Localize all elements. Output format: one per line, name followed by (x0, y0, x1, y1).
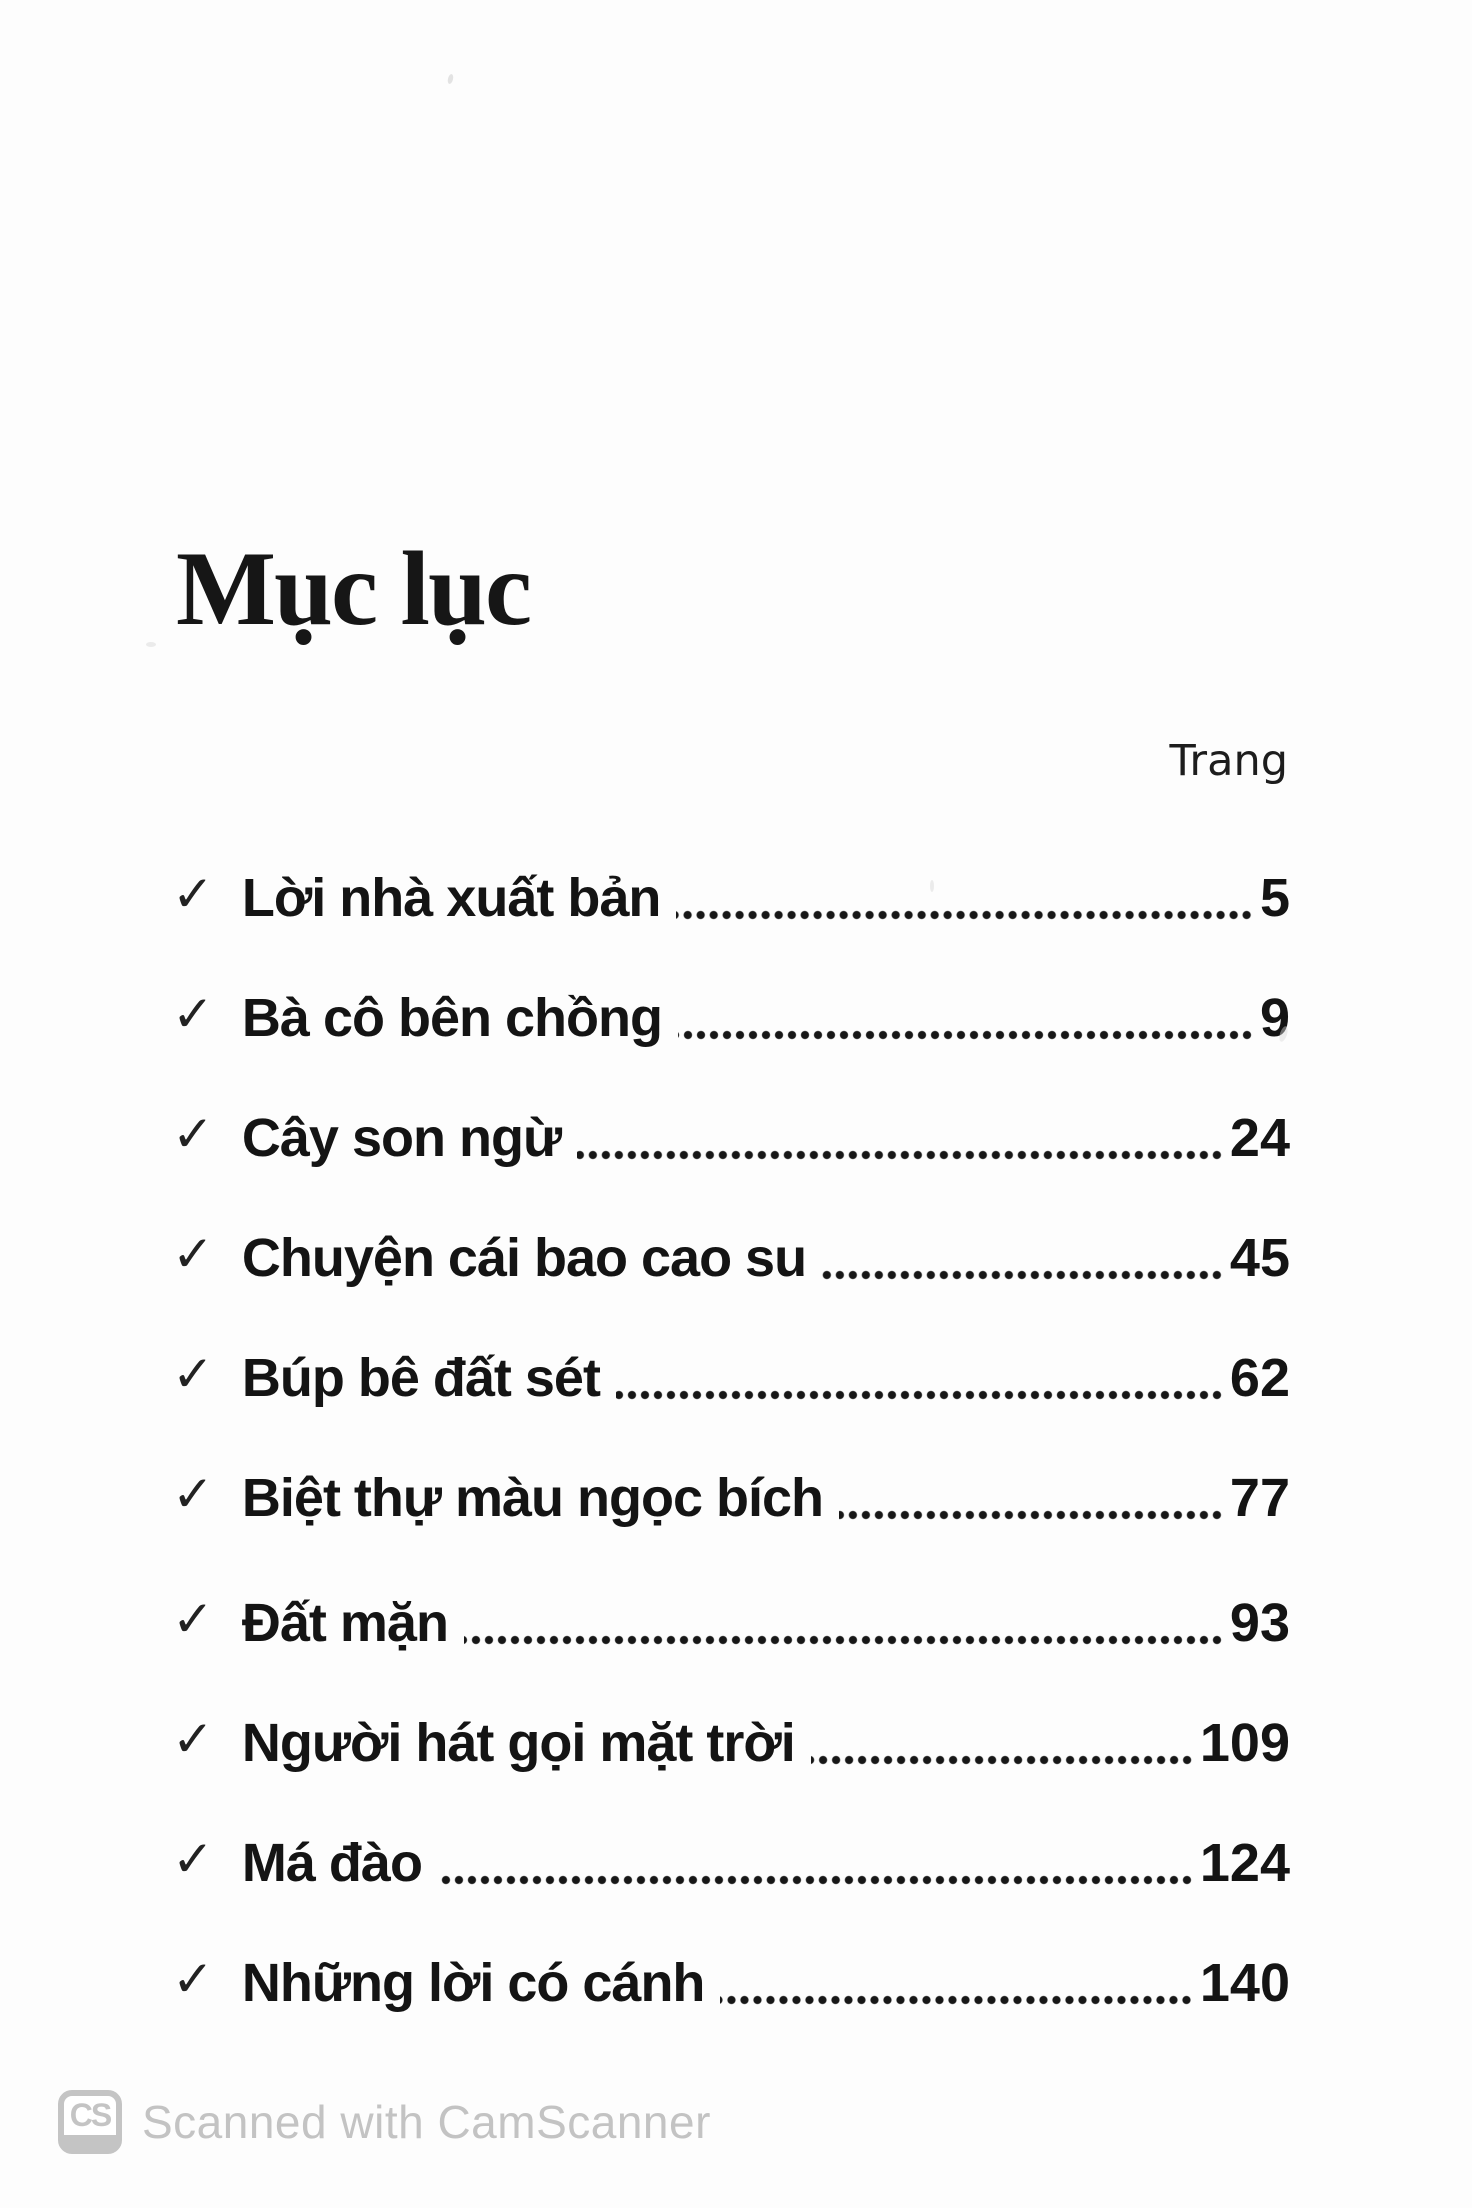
toc-entry-title: Biệt thự màu ngọc bích (241, 1468, 824, 1528)
toc-entry-page: 9 (1259, 988, 1290, 1048)
toc-entry (172, 1445, 1290, 1528)
checkmark-icon: ✓ (172, 1225, 214, 1283)
toc-entry (172, 1205, 1290, 1288)
toc-entry-title: Người hát gọi mặt trời (241, 1713, 795, 1773)
toc-entry-title: Cây son ngừ (241, 1108, 562, 1168)
toc-entry (172, 1085, 1290, 1168)
toc-entry-page: 45 (1229, 1228, 1290, 1288)
scan-artifact (447, 74, 454, 85)
toc-entry-title: Má đào (241, 1833, 422, 1893)
dot-leader (822, 1269, 1224, 1281)
toc-entry-title: Chuyện cái bao cao su (241, 1228, 807, 1288)
camscanner-icon (58, 2090, 122, 2154)
toc-entry (172, 1570, 1290, 1653)
toc-entry (172, 965, 1290, 1048)
toc-entry (172, 1810, 1290, 1893)
page-column-header: Trang (1169, 736, 1288, 786)
camscanner-icon-label: CS (69, 2097, 111, 2133)
toc-entry-title: Búp bê đất sét (241, 1348, 600, 1408)
camscanner-watermark-text: Scanned with CamScanner (142, 2096, 711, 2148)
dot-leader (811, 1754, 1194, 1766)
toc-entry-page: 109 (1199, 1713, 1290, 1773)
toc-entry-page: 77 (1229, 1468, 1290, 1528)
checkmark-icon: ✓ (172, 1950, 214, 2008)
checkmark-icon: ✓ (172, 1830, 214, 1888)
toc-entry-title: Những lời có cánh (241, 1953, 705, 2013)
toc-entry-page: 62 (1229, 1348, 1290, 1408)
dot-leader (616, 1389, 1224, 1401)
toc-entry-page: 140 (1199, 1953, 1290, 2013)
camscanner-icon-bottom-bar (62, 2135, 118, 2150)
camscanner-watermark (58, 2090, 711, 2154)
checkmark-icon: ✓ (172, 1105, 214, 1163)
page-title: Mục lục (176, 530, 530, 648)
toc-entry-page: 93 (1229, 1593, 1290, 1653)
dot-leader (720, 1994, 1193, 2006)
toc-entry (172, 1325, 1290, 1408)
checkmark-icon: ✓ (172, 1710, 214, 1768)
checkmark-icon: ✓ (172, 1590, 214, 1648)
toc-entry-title: Đất mặn (241, 1593, 448, 1653)
dot-leader (676, 909, 1254, 921)
toc-entry-page: 5 (1259, 868, 1290, 928)
dot-leader (464, 1634, 1224, 1646)
dot-leader (577, 1149, 1224, 1161)
toc-entry-title: Bà cô bên chồng (241, 988, 662, 1048)
toc-entry-page: 24 (1229, 1108, 1290, 1168)
checkmark-icon: ✓ (172, 985, 214, 1043)
dot-leader (678, 1029, 1254, 1041)
checkmark-icon: ✓ (172, 1345, 214, 1403)
scan-artifact (146, 642, 156, 647)
checkmark-icon: ✓ (172, 1465, 214, 1523)
dot-leader (438, 1874, 1194, 1886)
toc-entry (172, 1930, 1290, 2013)
toc-entry (172, 1690, 1290, 1773)
dot-leader (839, 1509, 1224, 1521)
toc-entry-page: 124 (1199, 1833, 1290, 1893)
checkmark-icon: ✓ (172, 865, 214, 923)
toc-entry (172, 845, 1290, 928)
scan-artifact (930, 880, 934, 892)
toc-entry-title: Lời nhà xuất bản (241, 868, 661, 928)
